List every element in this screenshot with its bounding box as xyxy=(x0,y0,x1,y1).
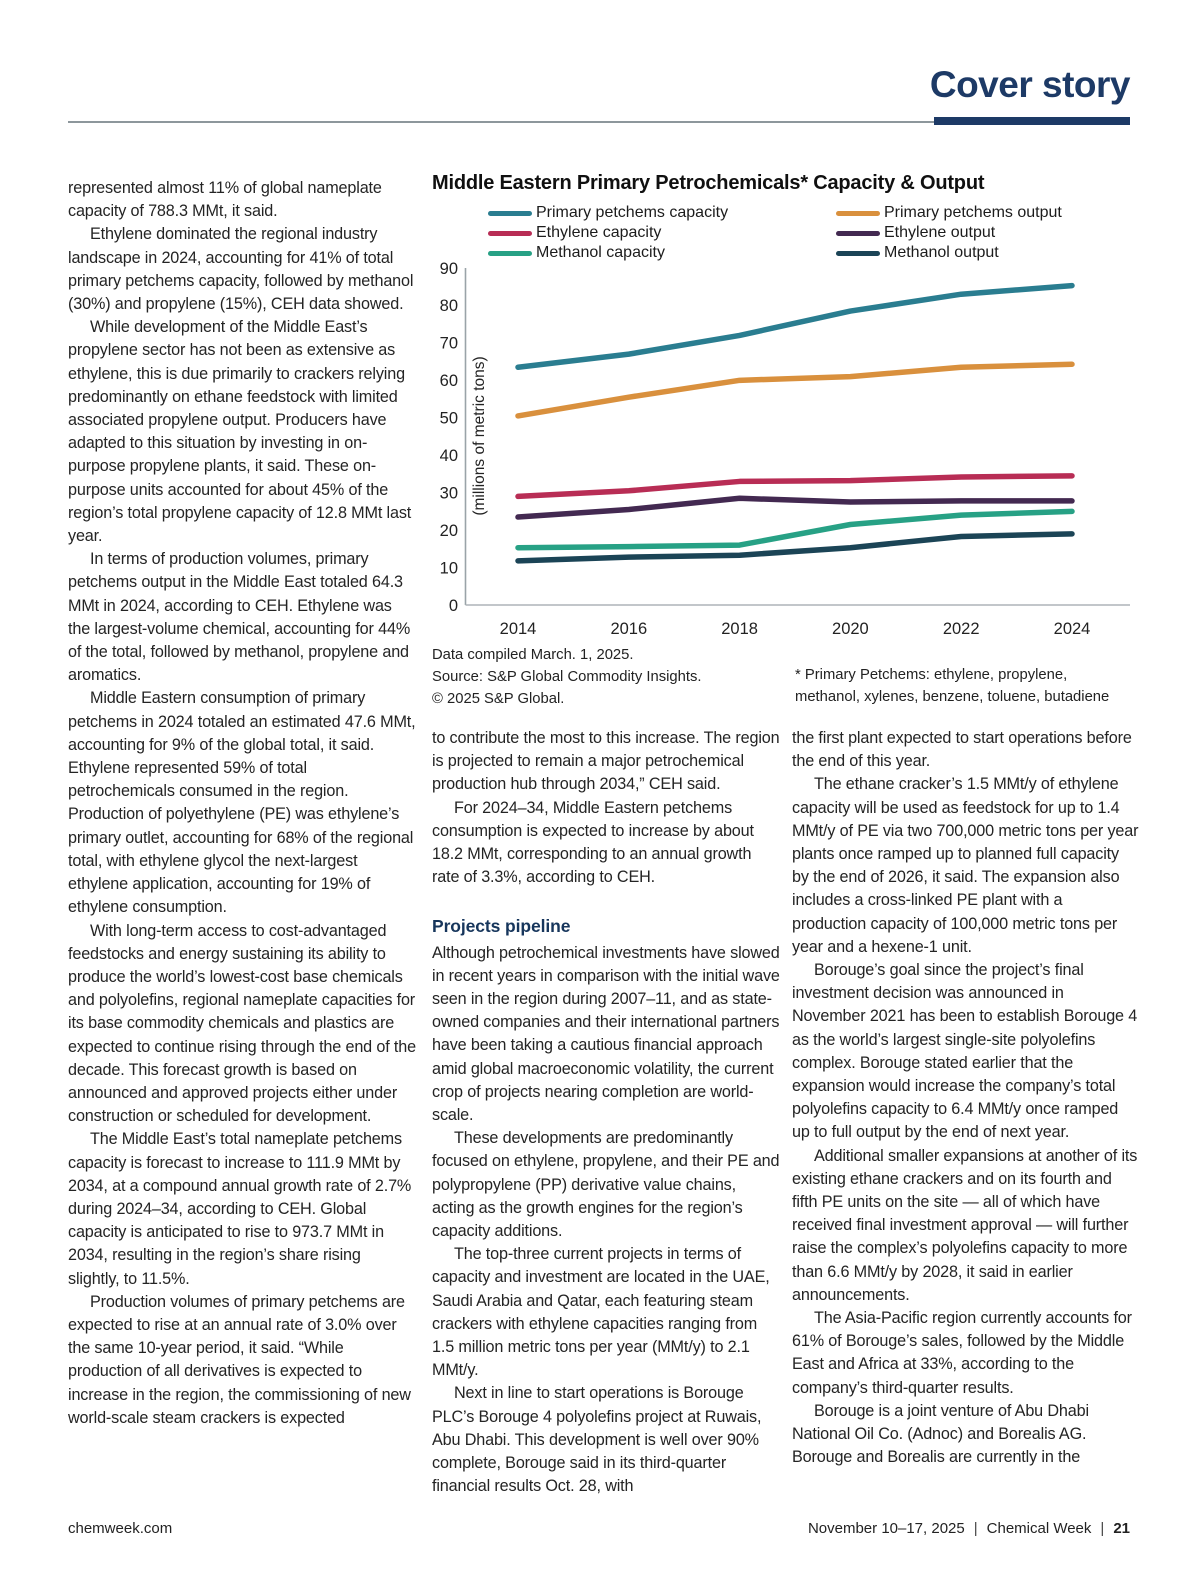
paragraph: The Middle East’s total nameplate petchems capacity is forecast to increase to 111.9 MMt by 2034, at a compound annual growth rate of 2.7% during 2024–34, according to CEH. Global capacity is anticipated to rise to 973.7 MMt in 2034, resulting in the region’s share rising slightly, to 11.5%. xyxy=(68,1130,412,1288)
x-axis-tick-label: 2024 xyxy=(1053,620,1091,638)
paragraph: Middle Eastern consumption of primary petchems in 2024 totaled an estimated 47.6 MMt, accounting for 9% of the global total, it said. Ethylene represented 59% of total petrochemicals consumed in the region. Production of polyethylene (PE) was ethylene’s primary outlet, accounting for 68% of the regional total, with ethylene glycol the next-largest ethylene application, accounting for 19% of ethylene consumption. xyxy=(68,689,416,917)
x-axis-tick-label: 2014 xyxy=(499,620,537,638)
article-column-left xyxy=(68,177,416,1430)
paragraph: These developments are predominantly focused on ethylene, propylene, and their PE and polypropylene (PP) derivative value chains, acting as the growth engines for the region’s capacity additions. xyxy=(432,1129,780,1241)
paragraph: Next in line to start operations is Borouge PLC’s Borouge 4 polyolefins project at Ruwais, Abu Dhabi. This development is well over 90% complete, Borouge said in its third-quarter financial results Oct. 28, with xyxy=(432,1384,762,1496)
paragraph: Borouge is a joint venture of Abu Dhabi National Oil Co. (Adnoc) and Borealis AG. Borouge and Borealis are currently in the xyxy=(792,1401,1089,1467)
series-line xyxy=(518,286,1072,368)
footer-separator: | xyxy=(973,1520,978,1537)
chart-plot-area xyxy=(432,260,1136,660)
footer-date: November 10–17, 2025 xyxy=(807,1520,965,1537)
y-axis-tick-label: 60 xyxy=(439,372,458,391)
y-axis-label: (millions of metric tons) xyxy=(471,356,488,516)
chart-note-source: Source: S&P Global Commodity Insights. xyxy=(432,669,702,685)
chart-footnote: * Primary Petchems: ethylene, propylene, methanol, xylenes, benzene, toluene, butadiene xyxy=(795,667,1110,705)
y-axis-tick-label: 40 xyxy=(439,446,458,465)
series-line xyxy=(518,476,1072,497)
paragraph: While development of the Middle East’s propylene sector has not been as extensive as ethylene, this is due primarily to crackers relying predominantly on ethane feedstock with limited associated propylene output. Producers have adapted to this situation by investing in on-purpose propylene plants, it said. These on-purpose units accounted for about 45% of the region’s total propylene capacity of 12.8 MMt last year. xyxy=(68,318,412,546)
legend-item xyxy=(836,223,1062,243)
paragraph: In terms of production volumes, primary petchems output in the Middle East totaled 64.3 MMt in 2024, according to CEH. Ethylene was the largest-volume chemical, accounting for 44% of the total, followed by methanol, propylene and aromatics. xyxy=(68,550,411,685)
paragraph: The top-three current projects in terms of capacity and investment are located in the UAE, Saudi Arabia and Qatar, each featuring steam crackers with ethylene capacities ranging from 1.5 million metric tons per year (MMt/y) to 2.1 MMt/y. xyxy=(432,1245,770,1380)
chart-source-notes xyxy=(432,644,782,710)
footer-issue-info xyxy=(808,1520,1130,1537)
capacity-output-chart xyxy=(432,172,1136,717)
chart-title: Middle Eastern Primary Petrochemicals* Capacity & Output xyxy=(432,172,985,194)
chart-note-copyright: © 2025 S&P Global. xyxy=(432,691,565,707)
paragraph: Production volumes of primary petchems are expected to rise at an annual rate of 3.0% over the same 10-year period, it said. “While production of all derivatives is expected to increase in the region, the commissioning of new world-scale steam crackers is expected xyxy=(68,1292,411,1427)
paragraph: The Asia-Pacific region currently accounts for 61% of Borouge’s sales, followed by the Middle East and Africa at 33%, according to the company’s third-quarter results. xyxy=(792,1309,1132,1397)
paragraph: to contribute the most to this increase. The region is projected to remain a major petrochemical production hub through 2034,” CEH said. xyxy=(432,729,780,794)
legend-label: Primary petchems capacity xyxy=(536,204,729,221)
legend-line-swatch xyxy=(836,251,880,256)
y-axis-tick-label: 70 xyxy=(439,334,458,353)
footer-site: chemweek.com xyxy=(68,1520,173,1537)
x-axis-tick-label: 2016 xyxy=(610,620,648,638)
legend-item xyxy=(488,203,836,223)
series-line xyxy=(518,364,1072,416)
chart-note-compiled: Data compiled March. 1, 2025. xyxy=(432,647,634,663)
x-axis-tick-label: 2022 xyxy=(942,620,980,638)
paragraph: With long-term access to cost-advantaged feedstocks and energy sustaining its ability to produce the world’s lowest-cost base chemicals and polyolefins, regional nameplate capacities for its base commodity chemicals and plastics are expected to continue rising through the end of the decade. This forecast growth is based on announced and approved projects either under construction or scheduled for development. xyxy=(68,921,416,1126)
legend-line-swatch xyxy=(488,231,532,236)
header-accent-bar xyxy=(934,117,1130,125)
paragraph: For 2024–34, Middle Eastern petchems consumption is expected to increase by about 18.2 MMt, corresponding to an annual growth rate of 3.3%, according to CEH. xyxy=(432,798,754,887)
footer-page-number: 21 xyxy=(1113,1520,1130,1537)
legend-label: Methanol output xyxy=(884,244,999,261)
page-title: Cover story xyxy=(929,64,1130,105)
chart-legend xyxy=(488,203,1062,263)
section-heading: Projects pipeline xyxy=(432,916,571,937)
y-axis-tick-label: 10 xyxy=(439,559,458,578)
x-axis-tick-label: 2020 xyxy=(832,620,869,638)
footer-separator: | xyxy=(1100,1520,1105,1537)
legend-line-swatch xyxy=(836,231,880,236)
paragraph: the first plant expected to start operations before the end of this year. xyxy=(792,729,1132,771)
paragraph: Although petrochemical investments have slowed in recent years in comparison with the initial wave seen in the region during 2007–11, and as state-owned companies and their international partners have been taking a cautious financial approach amid global macroeconomic volatility, the current crop of projects nearing completion are world-scale. xyxy=(432,943,780,1125)
legend-label: Ethylene capacity xyxy=(536,224,662,241)
legend-label: Primary petchems output xyxy=(884,204,1062,221)
legend-item xyxy=(488,223,836,243)
legend-label: Ethylene output xyxy=(884,224,996,241)
y-axis-tick-label: 20 xyxy=(439,521,458,540)
legend-item xyxy=(836,203,1062,223)
paragraph: Ethylene dominated the regional industry landscape in 2024, accounting for 41% of total primary petchems capacity, followed by methanol (30%) and propylene (15%), CEH data showed. xyxy=(68,225,414,314)
paragraph: The ethane cracker’s 1.5 MMt/y of ethylene capacity will be used as feedstock for up to 1.4 MMt/y of PE via two 700,000 metric tons per year plants once ramped up to planned full capacity by the end of 2026, it said. The expansion also includes a cross-linked PE plant with a production capacity of 100,000 metric tons per year and a hexene-1 unit. xyxy=(792,775,1139,956)
y-axis-tick-label: 90 xyxy=(439,260,458,278)
article-column-right xyxy=(792,727,1140,1470)
y-axis-tick-label: 0 xyxy=(448,596,458,615)
paragraph: represented almost 11% of global nameplate capacity of 788.3 MMt, it said. xyxy=(68,179,382,221)
legend-line-swatch xyxy=(488,211,532,216)
legend-label: Methanol capacity xyxy=(536,244,665,261)
legend-column xyxy=(836,203,1062,263)
article-column-middle xyxy=(432,727,780,1499)
legend-column xyxy=(488,203,836,263)
legend-line-swatch xyxy=(836,211,880,216)
footer-publication: Chemical Week xyxy=(986,1520,1092,1537)
legend-line-swatch xyxy=(488,251,532,256)
paragraph: Additional smaller expansions at another of its existing ethane crackers and on its fourth and fifth PE units on the site — all of which have received final investment approval — will further raise the complex’s polyolefins capacity to more than 6.6 MMt/y by 2028, it said in earlier announcements. xyxy=(792,1146,1138,1304)
y-axis-tick-label: 50 xyxy=(439,409,458,428)
paragraph: Borouge’s goal since the project’s final investment decision was announced in November 2021 has been to establish Borouge 4 as the world’s largest single-site polyolefins complex. Borouge stated earlier that the expansion would increase the company’s total polyolefins capacity to 6.4 MMt/y once ramped up to full output by the end of next year. xyxy=(792,961,1138,1142)
series-line xyxy=(518,511,1072,547)
y-axis-tick-label: 30 xyxy=(439,484,458,503)
page-footer xyxy=(68,1520,1130,1537)
x-axis-tick-label: 2018 xyxy=(721,620,758,638)
y-axis-tick-label: 80 xyxy=(439,297,458,316)
